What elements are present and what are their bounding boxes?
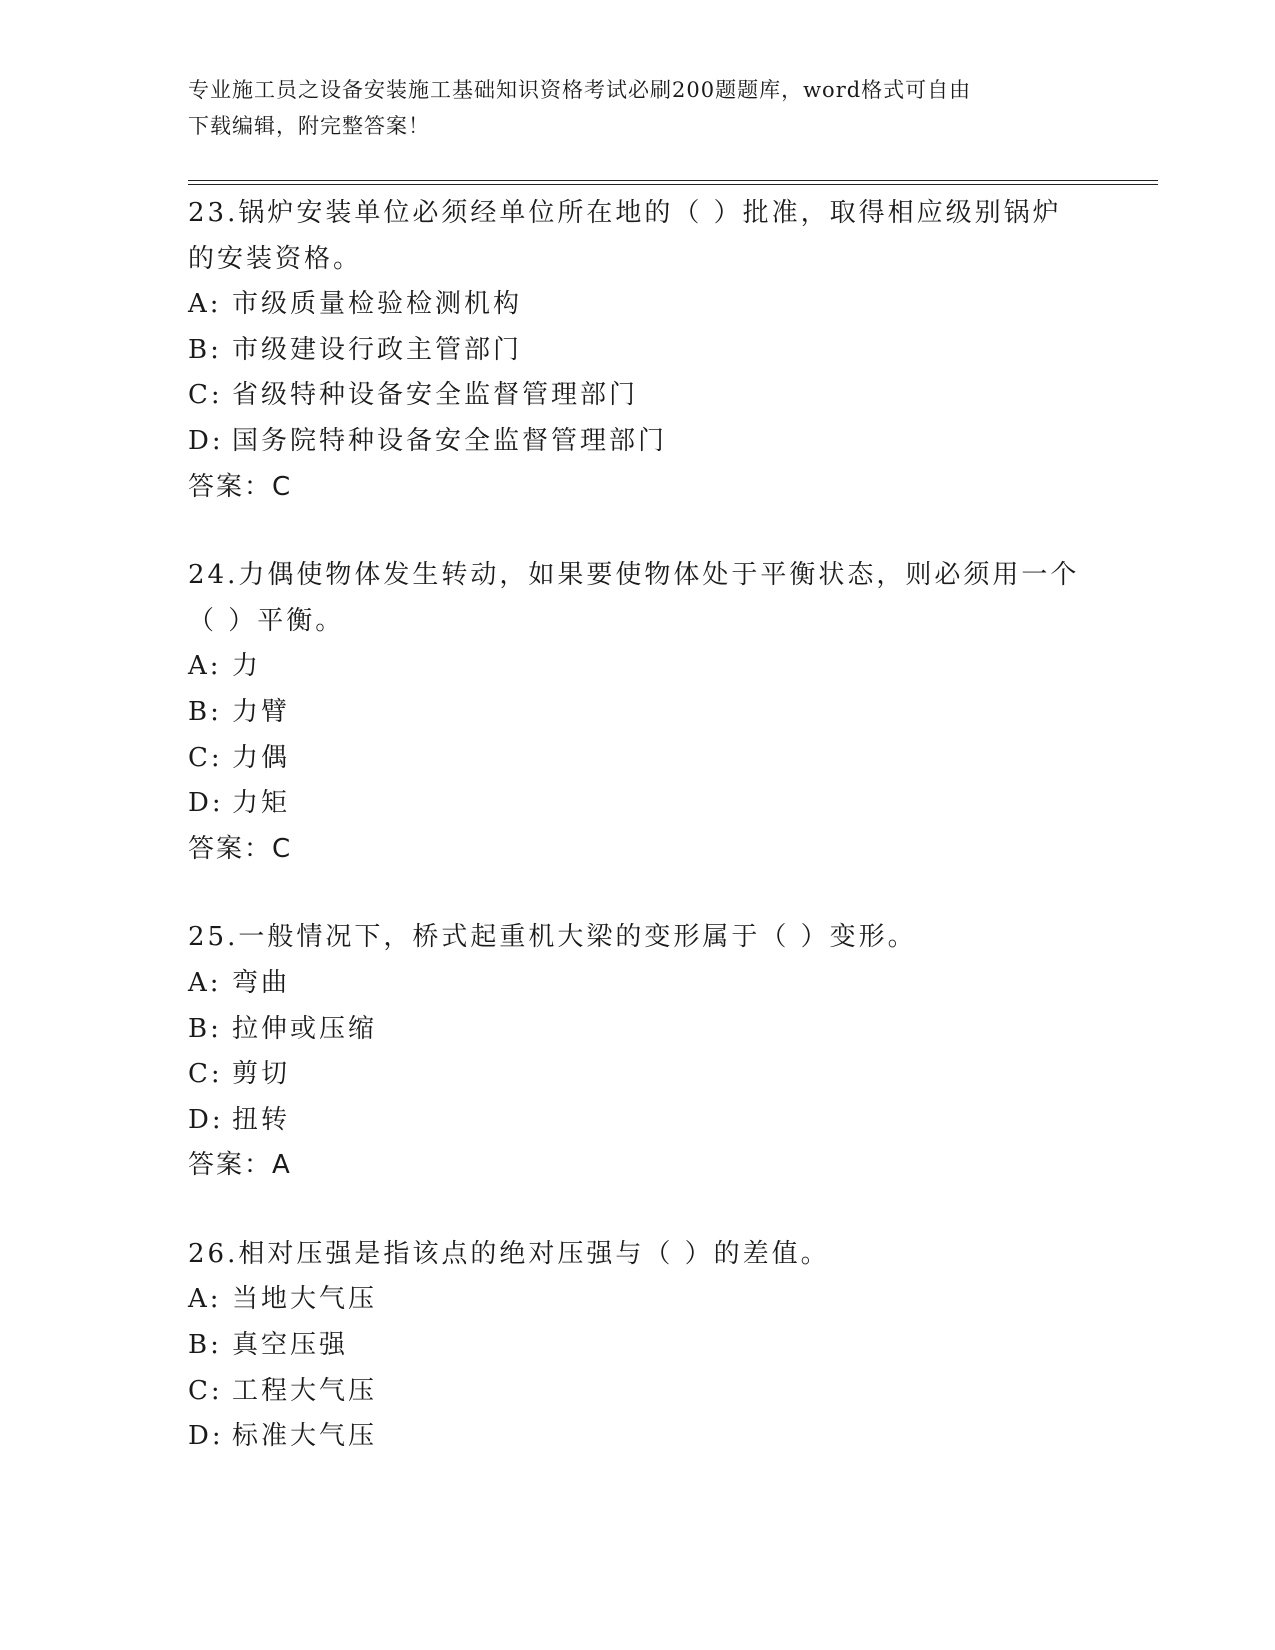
option-a [188,282,1088,328]
question-24 [188,553,1088,872]
option-a [188,1277,1088,1323]
question-stem-line-2: （ ）平衡。 [188,605,345,636]
option-letter: D: [188,1104,224,1135]
answer-line: 答案：A [188,1150,292,1181]
option-letter: A: [188,289,222,320]
option-text: 国务院特种设备安全监督管理部门 [232,425,668,456]
option-letter: B: [188,1330,222,1361]
question-26 [188,1232,1088,1460]
option-d [188,419,1088,465]
option-b [188,1323,1088,1369]
question-list [188,191,1088,1503]
option-letter: C: [188,742,223,773]
answer-line: 答案：C [188,471,293,502]
question-25 [188,915,1088,1189]
header-line-1: 专业施工员之设备安装施工基础知识资格考试必刷200题题库，word格式可自由 [188,78,972,102]
option-text: 市级质量检验检测机构 [232,289,523,320]
option-letter: A: [188,967,222,998]
option-c [188,1052,1088,1098]
option-text: 标准大气压 [232,1421,378,1452]
question-23 [188,191,1088,510]
option-letter: A: [188,1284,222,1315]
option-letter: D: [188,425,224,456]
option-text: 当地大气压 [232,1284,378,1315]
document-header [188,72,1088,144]
option-d [188,1414,1088,1460]
question-stem-line-1: 26.相对压强是指该点的绝对压强与（ ）的差值。 [188,1238,830,1269]
option-text: 拉伸或压缩 [232,1013,378,1044]
option-text: 弯曲 [232,967,291,998]
header-divider-top [188,180,1158,181]
option-letter: A: [188,651,222,682]
option-text: 力偶 [232,742,291,773]
option-d [188,1098,1088,1144]
option-text: 力 [232,651,262,682]
option-text: 剪切 [232,1059,291,1090]
option-b [188,690,1088,736]
option-letter: B: [188,1013,222,1044]
option-letter: C: [188,380,223,411]
option-text: 工程大气压 [232,1375,378,1406]
question-stem-line-1: 25.一般情况下，桥式起重机大梁的变形属于（ ）变形。 [188,922,917,953]
option-b [188,1007,1088,1053]
option-letter: B: [188,696,222,727]
header-divider-bottom [188,184,1158,185]
option-letter: D: [188,788,224,819]
option-letter: C: [188,1059,223,1090]
question-stem-line-2: 的安装资格。 [188,243,363,274]
option-letter: B: [188,334,222,365]
option-text: 省级特种设备安全监督管理部门 [232,380,639,411]
option-letter: C: [188,1375,223,1406]
option-a [188,644,1088,690]
question-stem-line-1: 24.力偶使物体发生转动，如果要使物体处于平衡状态，则必须用一个 [188,560,1080,591]
option-letter: D: [188,1421,224,1452]
option-b [188,328,1088,374]
option-c [188,1369,1088,1415]
option-text: 市级建设行政主管部门 [232,334,523,365]
option-text: 力臂 [232,696,291,727]
option-c [188,373,1088,419]
option-text: 力矩 [232,788,291,819]
option-a [188,961,1088,1007]
option-c [188,736,1088,782]
answer-line: 答案：C [188,833,293,864]
option-text: 扭转 [232,1104,291,1135]
header-line-2: 下载编辑，附完整答案！ [188,114,430,138]
option-d [188,781,1088,827]
option-text: 真空压强 [232,1330,349,1361]
question-stem-line-1: 23.锅炉安装单位必须经单位所在地的（ ）批准，取得相应级别锅炉 [188,198,1062,228]
